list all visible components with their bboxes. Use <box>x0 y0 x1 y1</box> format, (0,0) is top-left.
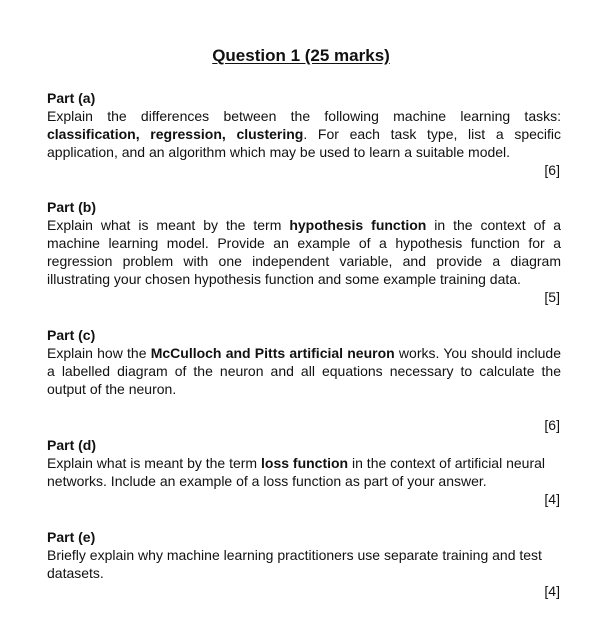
part-c-bold-mcculloch-pitts: McCulloch and Pitts artificial neuron <box>150 345 395 361</box>
part-e-text <box>47 546 561 582</box>
part-a-text-span: . For each task type, list a specific application, and an algorithm which may be used to learn a suitable model. <box>47 126 561 160</box>
part-a-text-span: Explain the differences between the following machine learning tasks: <box>47 108 561 124</box>
part-a-bold-classification: classification <box>47 126 136 142</box>
part-b-text <box>47 216 561 288</box>
part-b-text-span: in the context of a machine learning model. Provide an example of a hypothesis function for a regression problem with one independent variable, and provide a diagram illustrating your chosen hypothesis function and some example training data. <box>47 217 561 287</box>
part-a-bold-space <box>226 126 237 142</box>
part-b <box>47 198 561 306</box>
part-e-heading: Part (e) <box>47 529 96 545</box>
part-d <box>47 436 561 508</box>
part-a-marks: [6] <box>544 162 560 178</box>
part-d-bold-loss-function: loss function <box>261 455 349 471</box>
part-c-heading: Part (c) <box>47 327 96 343</box>
part-d-heading: Part (d) <box>47 437 96 453</box>
part-a-bold-regression: regression, <box>150 126 226 142</box>
part-e <box>47 528 561 600</box>
part-c-text-span: Explain how the <box>47 345 151 361</box>
part-d-text-span: Explain what is meant by the term <box>47 455 261 471</box>
part-c-marks: [6] <box>544 417 560 433</box>
part-c-text <box>47 344 561 398</box>
part-d-text <box>47 454 561 490</box>
part-b-marks: [5] <box>544 289 560 305</box>
part-a-heading: Part (a) <box>47 90 96 106</box>
part-c <box>47 326 561 434</box>
question-title: Question 1 (25 marks) <box>212 46 390 65</box>
part-a-bold-clustering: clustering <box>236 126 304 142</box>
part-c-text-span: works. You should include a labelled diagram of the neuron and all equations necessary to calculate the output of the neuron. <box>47 345 561 397</box>
part-a-text <box>47 107 561 161</box>
part-d-marks: [4] <box>544 491 560 507</box>
part-e-marks: [4] <box>544 583 560 599</box>
part-a <box>47 89 561 179</box>
part-b-heading: Part (b) <box>47 199 96 215</box>
part-b-text-span: Explain what is meant by the term <box>47 217 290 233</box>
part-e-text-span: Briefly explain why machine learning practitioners use separate training and test datasets. <box>47 547 542 581</box>
part-d-text-span: in the context of artificial neural networks. Include an example of a loss function as part of your answer. <box>47 455 546 489</box>
part-b-bold-hypothesis-function: hypothesis function <box>289 217 427 233</box>
part-a-bold-sep: , <box>135 126 151 142</box>
